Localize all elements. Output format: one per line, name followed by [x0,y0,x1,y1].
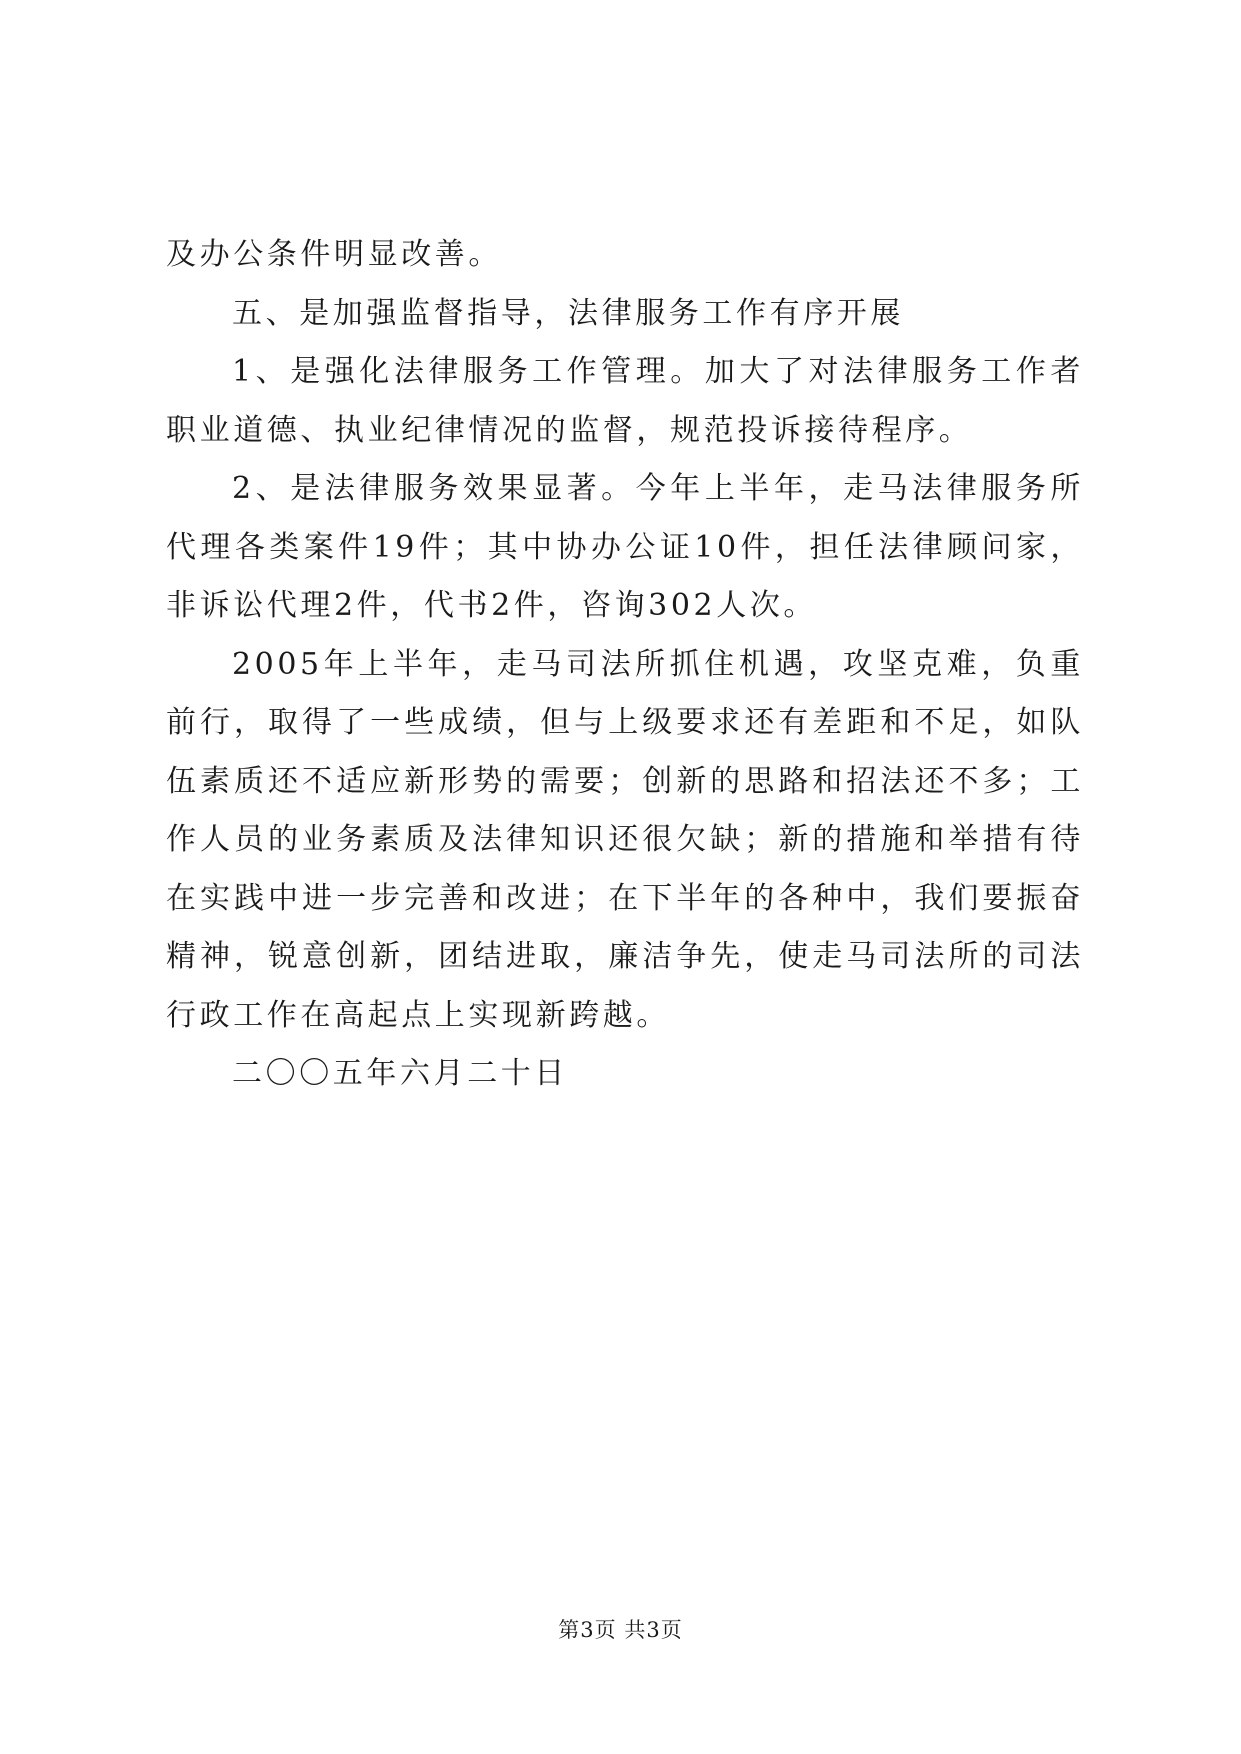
section-heading: 五、是加强监督指导，法律服务工作有序开展 [232,295,904,331]
paragraph-item-1: 1、是强化法律服务工作管理。加大了对法律服务工作者职业道德、执业纪律情况的监督，规范投诉接待程序。 [166,354,1084,448]
document-date: 二〇〇五年六月二十日 [232,1056,568,1091]
paragraph-continuation: 及办公条件明显改善。 [166,237,502,272]
document-body [166,226,1084,1104]
paragraph-item-2: 2、是法律服务效果显著。今年上半年，走马法律服务所代理各类案件19件；其中协办公证10件，担任法律顾问家，非诉讼代理2件，代书2件，咨询302人次。 [166,471,1084,623]
page-footer: 第3页 共3页 [558,1618,683,1642]
paragraph-summary: 2005年上半年，走马司法所抓住机遇，攻坚克难，负重前行，取得了一些成绩，但与上级要求还有差距和不足，如队伍素质还不适应新形势的需要；创新的思路和招法还不多；工作人员的业务素质及法律知识还很欠缺；新的措施和举措有待在实践中进一步完善和改进；在下半年的各种中，我们要振奋精神，锐意创新，团结进取，廉洁争先，使走马司法所的司法行政工作在高起点上实现新跨越。 [166,646,1084,1033]
